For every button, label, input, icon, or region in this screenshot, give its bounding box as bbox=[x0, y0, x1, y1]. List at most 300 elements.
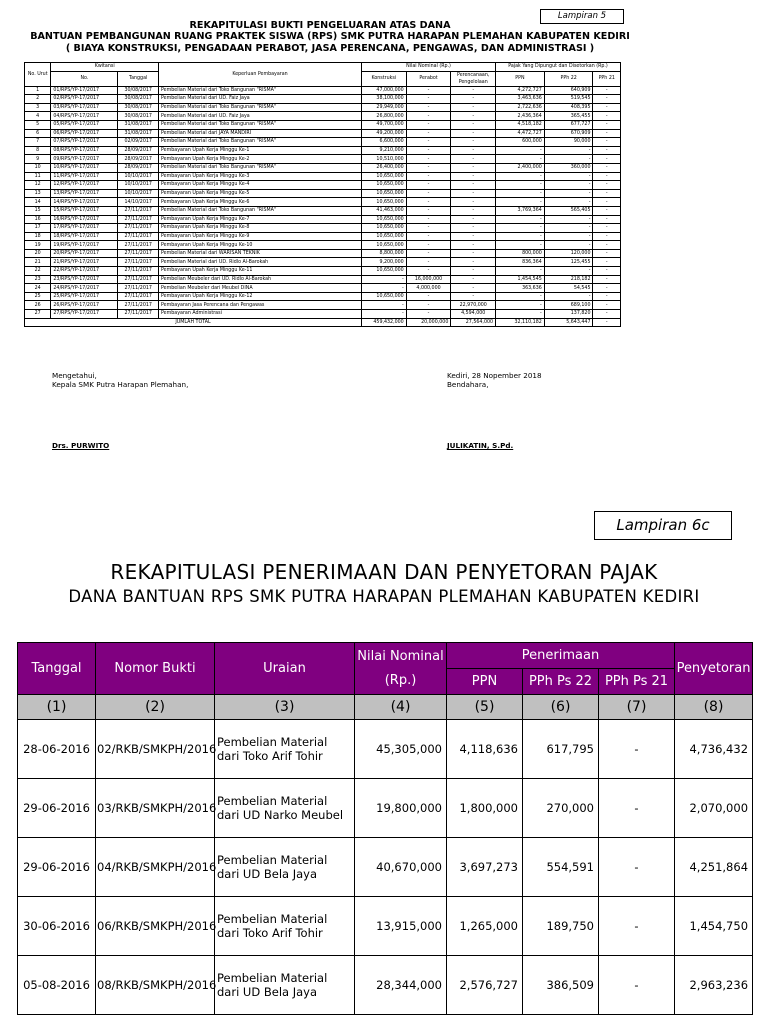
column-number: (1) bbox=[18, 695, 96, 720]
receipt-number: 16/RPS/YP-17/2017 bbox=[51, 215, 118, 224]
receipt-number: 05/RPS/YP-17/2017 bbox=[51, 120, 118, 129]
construction-value: 10,650,000 bbox=[362, 189, 407, 198]
row-number: 9 bbox=[25, 155, 51, 164]
receipt-number: 26/RPS/YP-17/2017 bbox=[51, 301, 118, 310]
receipt-number: 04/RPS/YP-17/2017 bbox=[51, 112, 118, 121]
furniture-value: - bbox=[406, 112, 451, 121]
ppn-value: - bbox=[496, 172, 545, 181]
pph21-value: - bbox=[593, 198, 621, 207]
pph21-value: - bbox=[599, 720, 675, 779]
ppn-value: 2,722,636 bbox=[496, 103, 545, 112]
table-row bbox=[25, 189, 621, 198]
date: 29-06-2016 bbox=[18, 779, 96, 838]
pph21-value: - bbox=[593, 181, 621, 190]
receipt-date: 27/11/2017 bbox=[118, 267, 159, 276]
purpose: Pembelian Material dari UD. Faiz Jaya bbox=[159, 95, 362, 104]
total-ren: 27,564,000 bbox=[451, 318, 496, 327]
pph22-value: - bbox=[544, 241, 593, 250]
row-number: 20 bbox=[25, 249, 51, 258]
pph21-value: - bbox=[593, 292, 621, 301]
ppn-value: 4,518,182 bbox=[496, 120, 545, 129]
planning-value: - bbox=[451, 198, 496, 207]
table-row bbox=[25, 224, 621, 233]
furniture-value: - bbox=[406, 215, 451, 224]
receipt-date: 27/11/2017 bbox=[118, 206, 159, 215]
doc1-title-1: REKAPITULASI BUKTI PENGELUARAN ATAS DANA bbox=[189, 20, 451, 31]
receipt-date: 31/08/2017 bbox=[118, 120, 159, 129]
ppn-value: 1,800,000 bbox=[447, 779, 523, 838]
table-row bbox=[18, 720, 753, 779]
table-row bbox=[25, 163, 621, 172]
pph21-value: - bbox=[593, 215, 621, 224]
description: Pembelian Material dari UD Bela Jaya bbox=[215, 956, 355, 1015]
pph21-value: - bbox=[593, 301, 621, 310]
sign-left-line-1: Mengetahui, bbox=[52, 371, 97, 380]
receipt-date: 30/08/2017 bbox=[118, 86, 159, 95]
header-perencanaan: Perencanaan, Pengelolaan bbox=[451, 71, 496, 86]
receipt-number: 20/RPS/YP-17/2017 bbox=[51, 249, 118, 258]
lampiran-5-page bbox=[0, 0, 768, 470]
total-p22: 5,643,447 bbox=[544, 318, 593, 327]
expense-recap-body bbox=[25, 86, 621, 327]
planning-value: - bbox=[451, 163, 496, 172]
pph22-value: - bbox=[544, 232, 593, 241]
row-number: 25 bbox=[25, 292, 51, 301]
pph21-value: - bbox=[593, 146, 621, 155]
ppn-value: 1,265,000 bbox=[447, 897, 523, 956]
ppn-value: - bbox=[496, 310, 545, 319]
pph22-value: 519,545 bbox=[544, 95, 593, 104]
table-row bbox=[25, 112, 621, 121]
row-number: 23 bbox=[25, 275, 51, 284]
column-number: (5) bbox=[447, 695, 523, 720]
construction-value: 10,650,000 bbox=[362, 181, 407, 190]
planning-value: - bbox=[451, 241, 496, 250]
ppn-value: - bbox=[496, 198, 545, 207]
row-number: 4 bbox=[25, 112, 51, 121]
construction-value: 8,800,000 bbox=[362, 249, 407, 258]
row-number: 6 bbox=[25, 129, 51, 138]
furniture-value: - bbox=[406, 267, 451, 276]
row-number: 12 bbox=[25, 181, 51, 190]
ppn-value: - bbox=[496, 189, 545, 198]
furniture-value: 16,000,000 bbox=[406, 275, 451, 284]
pph21-value: - bbox=[593, 155, 621, 164]
date: 29-06-2016 bbox=[18, 838, 96, 897]
sign-left-name: Drs. PURWITO bbox=[52, 441, 110, 450]
ppn-value: - bbox=[496, 181, 545, 190]
row-number: 15 bbox=[25, 206, 51, 215]
pph21-value: - bbox=[593, 284, 621, 293]
ppn-value: - bbox=[496, 224, 545, 233]
receipt-date: 27/11/2017 bbox=[118, 275, 159, 284]
receipt-number: 27/RPS/YP-17/2017 bbox=[51, 310, 118, 319]
pph22-value: 565,405 bbox=[544, 206, 593, 215]
pph22-value: - bbox=[544, 155, 593, 164]
receipt-date: 27/11/2017 bbox=[118, 301, 159, 310]
purpose: Pembayaran Upah Kerja Minggu Ke-5 bbox=[159, 189, 362, 198]
receipt-date: 30/08/2017 bbox=[118, 112, 159, 121]
planning-value: - bbox=[451, 120, 496, 129]
header-tanggal: Tanggal bbox=[118, 71, 159, 86]
pph22-value: 360,000 bbox=[544, 163, 593, 172]
ppn-value: 1,454,545 bbox=[496, 275, 545, 284]
expense-recap-table bbox=[24, 62, 621, 327]
purpose: Pembayaran Upah Kerja Minggu Ke-8 bbox=[159, 224, 362, 233]
nominal-value: 19,800,000 bbox=[355, 779, 447, 838]
deposit-value: 2,963,236 bbox=[675, 956, 753, 1015]
construction-value: 9,200,000 bbox=[362, 258, 407, 267]
ppn-value: 4,272,727 bbox=[496, 86, 545, 95]
pph22-value: 125,455 bbox=[544, 258, 593, 267]
pph22-value: 386,509 bbox=[523, 956, 599, 1015]
ppn-value: 836,364 bbox=[496, 258, 545, 267]
construction-value: 10,650,000 bbox=[362, 224, 407, 233]
table-row bbox=[25, 120, 621, 129]
ppn-value: - bbox=[496, 215, 545, 224]
receipt-date: 27/11/2017 bbox=[118, 232, 159, 241]
header-kwitansi: Kwitansi bbox=[51, 63, 159, 72]
planning-value: - bbox=[451, 112, 496, 121]
pph22-value: - bbox=[544, 146, 593, 155]
ppn-value: - bbox=[496, 301, 545, 310]
furniture-value: - bbox=[406, 301, 451, 310]
table-row bbox=[18, 779, 753, 838]
planning-value: - bbox=[451, 267, 496, 276]
construction-value: 10,650,000 bbox=[362, 172, 407, 181]
header-ppn: PPN bbox=[496, 71, 545, 86]
pph21-value: - bbox=[599, 897, 675, 956]
tax-recap-body bbox=[18, 720, 753, 1015]
table-row bbox=[25, 232, 621, 241]
receipt-date: 14/10/2017 bbox=[118, 198, 159, 207]
pph21-value: - bbox=[593, 249, 621, 258]
table-row bbox=[25, 95, 621, 104]
nominal-value: 45,305,000 bbox=[355, 720, 447, 779]
planning-value: - bbox=[451, 181, 496, 190]
proof-number: 04/RKB/SMKPH/2016 bbox=[96, 838, 215, 897]
column-number-row bbox=[18, 695, 753, 720]
planning-value: - bbox=[451, 215, 496, 224]
row-number: 26 bbox=[25, 301, 51, 310]
receipt-number: 24/RPS/YP-17/2017 bbox=[51, 284, 118, 293]
column-number: (4) bbox=[355, 695, 447, 720]
purpose: Pembayaran Upah Kerja Minggu Ke-10 bbox=[159, 241, 362, 250]
furniture-value: - bbox=[406, 138, 451, 147]
planning-value: 22,970,000 bbox=[451, 301, 496, 310]
big-header-penerimaan: Penerimaan bbox=[447, 643, 675, 669]
row-number: 18 bbox=[25, 232, 51, 241]
planning-value: - bbox=[451, 146, 496, 155]
pph21-value: - bbox=[599, 956, 675, 1015]
pph21-value: - bbox=[593, 103, 621, 112]
receipt-date: 28/09/2017 bbox=[118, 155, 159, 164]
header-keperluan: Keperluan Pembayaran bbox=[159, 63, 362, 87]
receipt-number: 10/RPS/YP-17/2017 bbox=[51, 163, 118, 172]
row-number: 8 bbox=[25, 146, 51, 155]
pph22-value: 670,909 bbox=[544, 129, 593, 138]
ppn-value: 3,463,636 bbox=[496, 95, 545, 104]
construction-value: 10,650,000 bbox=[362, 198, 407, 207]
planning-value: - bbox=[451, 249, 496, 258]
pph21-value: - bbox=[599, 779, 675, 838]
big-header-penyetoran: Penyetoran bbox=[675, 643, 753, 695]
header-pajak: Pajak Yang Dipungut dan Disetorkan (Rp.) bbox=[496, 63, 621, 72]
furniture-value: - bbox=[406, 146, 451, 155]
pph22-value: 677,727 bbox=[544, 120, 593, 129]
ppn-value: - bbox=[496, 146, 545, 155]
row-number: 22 bbox=[25, 267, 51, 276]
purpose: Pembayaran Upah Kerja Minggu Ke-2 bbox=[159, 155, 362, 164]
purpose: Pembelian Material dari Toko Bangunan "RISMA" bbox=[159, 103, 362, 112]
table-row bbox=[25, 301, 621, 310]
row-number: 27 bbox=[25, 310, 51, 319]
purpose: Pembayaran Upah Kerja Minggu Ke-1 bbox=[159, 146, 362, 155]
table-row bbox=[25, 129, 621, 138]
purpose: Pembayaran Jasa Perencana dan Pengawas bbox=[159, 301, 362, 310]
total-ppn: 32,110,182 bbox=[496, 318, 545, 327]
pph21-value: - bbox=[593, 112, 621, 121]
pph21-value: - bbox=[593, 129, 621, 138]
furniture-value: - bbox=[406, 172, 451, 181]
planning-value: - bbox=[451, 138, 496, 147]
ppn-value: 2,436,364 bbox=[496, 112, 545, 121]
pph21-value: - bbox=[593, 163, 621, 172]
receipt-number: 22/RPS/YP-17/2017 bbox=[51, 267, 118, 276]
purpose: Pembelian Material dari WARISAN TEKNIK bbox=[159, 249, 362, 258]
tax-recap-table bbox=[17, 642, 753, 1015]
furniture-value: - bbox=[406, 232, 451, 241]
date: 30-06-2016 bbox=[18, 897, 96, 956]
nominal-value: 40,670,000 bbox=[355, 838, 447, 897]
total-per: 20,000,000 bbox=[406, 318, 451, 327]
deposit-value: 4,251,864 bbox=[675, 838, 753, 897]
ppn-value: 3,697,273 bbox=[447, 838, 523, 897]
pph21-value: - bbox=[593, 120, 621, 129]
pph22-value: 189,750 bbox=[523, 897, 599, 956]
header-perabot: Perabot bbox=[406, 71, 451, 86]
table-row bbox=[25, 155, 621, 164]
description: Pembelian Material dari UD Bela Jaya bbox=[215, 838, 355, 897]
receipt-number: 19/RPS/YP-17/2017 bbox=[51, 241, 118, 250]
receipt-number: 23/RPS/YP-17/2017 bbox=[51, 275, 118, 284]
construction-value: 10,510,000 bbox=[362, 155, 407, 164]
ppn-value: 363,636 bbox=[496, 284, 545, 293]
receipt-number: 08/RPS/YP-17/2017 bbox=[51, 146, 118, 155]
table-row bbox=[25, 181, 621, 190]
description: Pembelian Material dari Toko Arif Tohir bbox=[215, 897, 355, 956]
proof-number: 06/RKB/SMKPH/2016 bbox=[96, 897, 215, 956]
sign-right-line-1: Kediri, 28 Nopember 2018 bbox=[447, 371, 542, 380]
receipt-date: 10/10/2017 bbox=[118, 181, 159, 190]
planning-value: - bbox=[451, 189, 496, 198]
receipt-date: 28/09/2017 bbox=[118, 163, 159, 172]
furniture-value: - bbox=[406, 206, 451, 215]
deposit-value: 2,070,000 bbox=[675, 779, 753, 838]
header-no: No. bbox=[51, 71, 118, 86]
header-nilai-nominal: Nilai Nominal (Rp.) bbox=[362, 63, 496, 72]
proof-number: 02/RKB/SMKPH/2016 bbox=[96, 720, 215, 779]
doc2-title-1: REKAPITULASI PENERIMAAN DAN PENYETORAN PAJAK bbox=[110, 560, 658, 584]
date: 05-08-2016 bbox=[18, 956, 96, 1015]
big-header-pph22: PPh Ps 22 bbox=[523, 669, 599, 695]
purpose: Pembayaran Upah Kerja Minggu Ke-7 bbox=[159, 215, 362, 224]
construction-value: - bbox=[362, 310, 407, 319]
furniture-value: - bbox=[406, 224, 451, 233]
doc1-title-3: ( BIAYA KONSTRUKSI, PENGADAAN PERABOT, JASA PERENCANA, PENGAWAS, DAN ADMINISTRASI ) bbox=[65, 43, 595, 54]
furniture-value: - bbox=[406, 292, 451, 301]
description: Pembelian Material dari UD Narko Meubel bbox=[215, 779, 355, 838]
ppn-value: 600,000 bbox=[496, 138, 545, 147]
pph22-value: 120,000 bbox=[544, 249, 593, 258]
deposit-value: 1,454,750 bbox=[675, 897, 753, 956]
furniture-value: - bbox=[406, 249, 451, 258]
receipt-number: 11/RPS/YP-17/2017 bbox=[51, 172, 118, 181]
table-row bbox=[25, 172, 621, 181]
row-number: 19 bbox=[25, 241, 51, 250]
construction-value: 29,949,000 bbox=[362, 103, 407, 112]
row-number: 1 bbox=[25, 86, 51, 95]
planning-value: - bbox=[451, 284, 496, 293]
purpose: Pembelian Material dari UD. Ridlo Al-Barokah bbox=[159, 258, 362, 267]
furniture-value: - bbox=[406, 129, 451, 138]
receipt-number: 01/RPS/YP-17/2017 bbox=[51, 86, 118, 95]
construction-value: 26,800,000 bbox=[362, 112, 407, 121]
pph22-value: - bbox=[544, 189, 593, 198]
proof-number: 03/RKB/SMKPH/2016 bbox=[96, 779, 215, 838]
row-number: 21 bbox=[25, 258, 51, 267]
table-row bbox=[25, 198, 621, 207]
ppn-value: - bbox=[496, 232, 545, 241]
receipt-date: 27/11/2017 bbox=[118, 310, 159, 319]
nominal-value: 28,344,000 bbox=[355, 956, 447, 1015]
construction-value: 26,400,000 bbox=[362, 163, 407, 172]
ppn-value: 4,118,636 bbox=[447, 720, 523, 779]
description: Pembelian Material dari Toko Arif Tohir bbox=[215, 720, 355, 779]
purpose: Pembelian Material dari JAYA MANDIRI bbox=[159, 129, 362, 138]
planning-value: - bbox=[451, 224, 496, 233]
furniture-value: - bbox=[406, 95, 451, 104]
receipt-number: 06/RPS/YP-17/2017 bbox=[51, 129, 118, 138]
doc2-title-2: DANA BANTUAN RPS SMK PUTRA HARAPAN PLEMAHAN KABUPATEN KEDIRI bbox=[68, 587, 700, 606]
table-row bbox=[25, 275, 621, 284]
column-number: (8) bbox=[675, 695, 753, 720]
table-row bbox=[18, 956, 753, 1015]
ppn-value: - bbox=[496, 292, 545, 301]
receipt-date: 10/10/2017 bbox=[118, 189, 159, 198]
big-header-pph21: PPh Ps 21 bbox=[599, 669, 675, 695]
pph22-value: 617,795 bbox=[523, 720, 599, 779]
construction-value: 10,650,000 bbox=[362, 267, 407, 276]
receipt-date: 10/10/2017 bbox=[118, 172, 159, 181]
furniture-value: - bbox=[406, 86, 451, 95]
total-row bbox=[25, 318, 621, 327]
column-number: (2) bbox=[96, 695, 215, 720]
lampiran-5-label: Lampiran 5 bbox=[540, 9, 624, 24]
pph21-value: - bbox=[593, 172, 621, 181]
construction-value: 38,100,000 bbox=[362, 95, 407, 104]
header-pph22: PPh 22 bbox=[544, 71, 593, 86]
pph21-value: - bbox=[593, 267, 621, 276]
header-no-urut: No. Urut bbox=[25, 63, 51, 87]
construction-value: 10,650,000 bbox=[362, 232, 407, 241]
pph22-value: - bbox=[544, 267, 593, 276]
pph21-value: - bbox=[593, 275, 621, 284]
purpose: Pembayaran Upah Kerja Minggu Ke-9 bbox=[159, 232, 362, 241]
pph21-value: - bbox=[593, 206, 621, 215]
table-row bbox=[18, 897, 753, 956]
column-number: (6) bbox=[523, 695, 599, 720]
planning-value: - bbox=[451, 258, 496, 267]
pph21-value: - bbox=[593, 241, 621, 250]
big-header-nilai-nominal: Nilai Nominal (Rp.) bbox=[355, 643, 447, 695]
table-row bbox=[25, 292, 621, 301]
receipt-number: 21/RPS/YP-17/2017 bbox=[51, 258, 118, 267]
table-row bbox=[25, 86, 621, 95]
table-row bbox=[25, 284, 621, 293]
header-konstruksi: Konstruksi bbox=[362, 71, 407, 86]
purpose: Pembelian Meubeler dari Meubel DINA bbox=[159, 284, 362, 293]
table-row bbox=[25, 215, 621, 224]
proof-number: 08/RKB/SMKPH/2016 bbox=[96, 956, 215, 1015]
purpose: Pembayaran Upah Kerja Minggu Ke-6 bbox=[159, 198, 362, 207]
row-number: 3 bbox=[25, 103, 51, 112]
furniture-value: - bbox=[406, 103, 451, 112]
pph22-value: 137,820 bbox=[544, 310, 593, 319]
receipt-date: 27/11/2017 bbox=[118, 258, 159, 267]
planning-value: 4,594,000 bbox=[451, 310, 496, 319]
purpose: Pembayaran Upah Kerja Minggu Ke-3 bbox=[159, 172, 362, 181]
ppn-value: - bbox=[496, 267, 545, 276]
construction-value: 10,650,000 bbox=[362, 292, 407, 301]
sign-right-line-2: Bendahara, bbox=[447, 380, 489, 389]
receipt-number: 12/RPS/YP-17/2017 bbox=[51, 181, 118, 190]
pph22-value: - bbox=[544, 292, 593, 301]
planning-value: - bbox=[451, 155, 496, 164]
furniture-value: - bbox=[406, 163, 451, 172]
row-number: 11 bbox=[25, 172, 51, 181]
ppn-value: 2,400,000 bbox=[496, 163, 545, 172]
purpose: Pembelian Material dari Toko Bangunan "RISMA" bbox=[159, 206, 362, 215]
table-row bbox=[25, 241, 621, 250]
receipt-date: 27/11/2017 bbox=[118, 292, 159, 301]
construction-value: - bbox=[362, 301, 407, 310]
total-label: JUMLAH TOTAL bbox=[25, 318, 362, 327]
header-pph21: PPh 21 bbox=[593, 71, 621, 86]
total-kon: 459,432,000 bbox=[362, 318, 407, 327]
pph22-value: - bbox=[544, 198, 593, 207]
sign-left-line-2: Kepala SMK Putra Harapan Plemahan, bbox=[52, 380, 189, 389]
receipt-number: 13/RPS/YP-17/2017 bbox=[51, 189, 118, 198]
pph21-value: - bbox=[593, 189, 621, 198]
total-p21: - bbox=[593, 318, 621, 327]
pph22-value: 365,455 bbox=[544, 112, 593, 121]
receipt-number: 02/RPS/YP-17/2017 bbox=[51, 95, 118, 104]
table-row bbox=[25, 267, 621, 276]
pph22-value: 640,909 bbox=[544, 86, 593, 95]
receipt-number: 17/RPS/YP-17/2017 bbox=[51, 224, 118, 233]
purpose: Pembelian Meubeler dari UD. Ridlo Al-Barokah bbox=[159, 275, 362, 284]
ppn-value: - bbox=[496, 241, 545, 250]
receipt-date: 27/11/2017 bbox=[118, 224, 159, 233]
table-row bbox=[25, 249, 621, 258]
pph22-value: 554,591 bbox=[523, 838, 599, 897]
sign-right-name: JULIKATIN, S.Pd. bbox=[447, 441, 514, 450]
planning-value: - bbox=[451, 129, 496, 138]
deposit-value: 4,736,432 bbox=[675, 720, 753, 779]
nominal-value: 13,915,000 bbox=[355, 897, 447, 956]
pph21-value: - bbox=[593, 138, 621, 147]
